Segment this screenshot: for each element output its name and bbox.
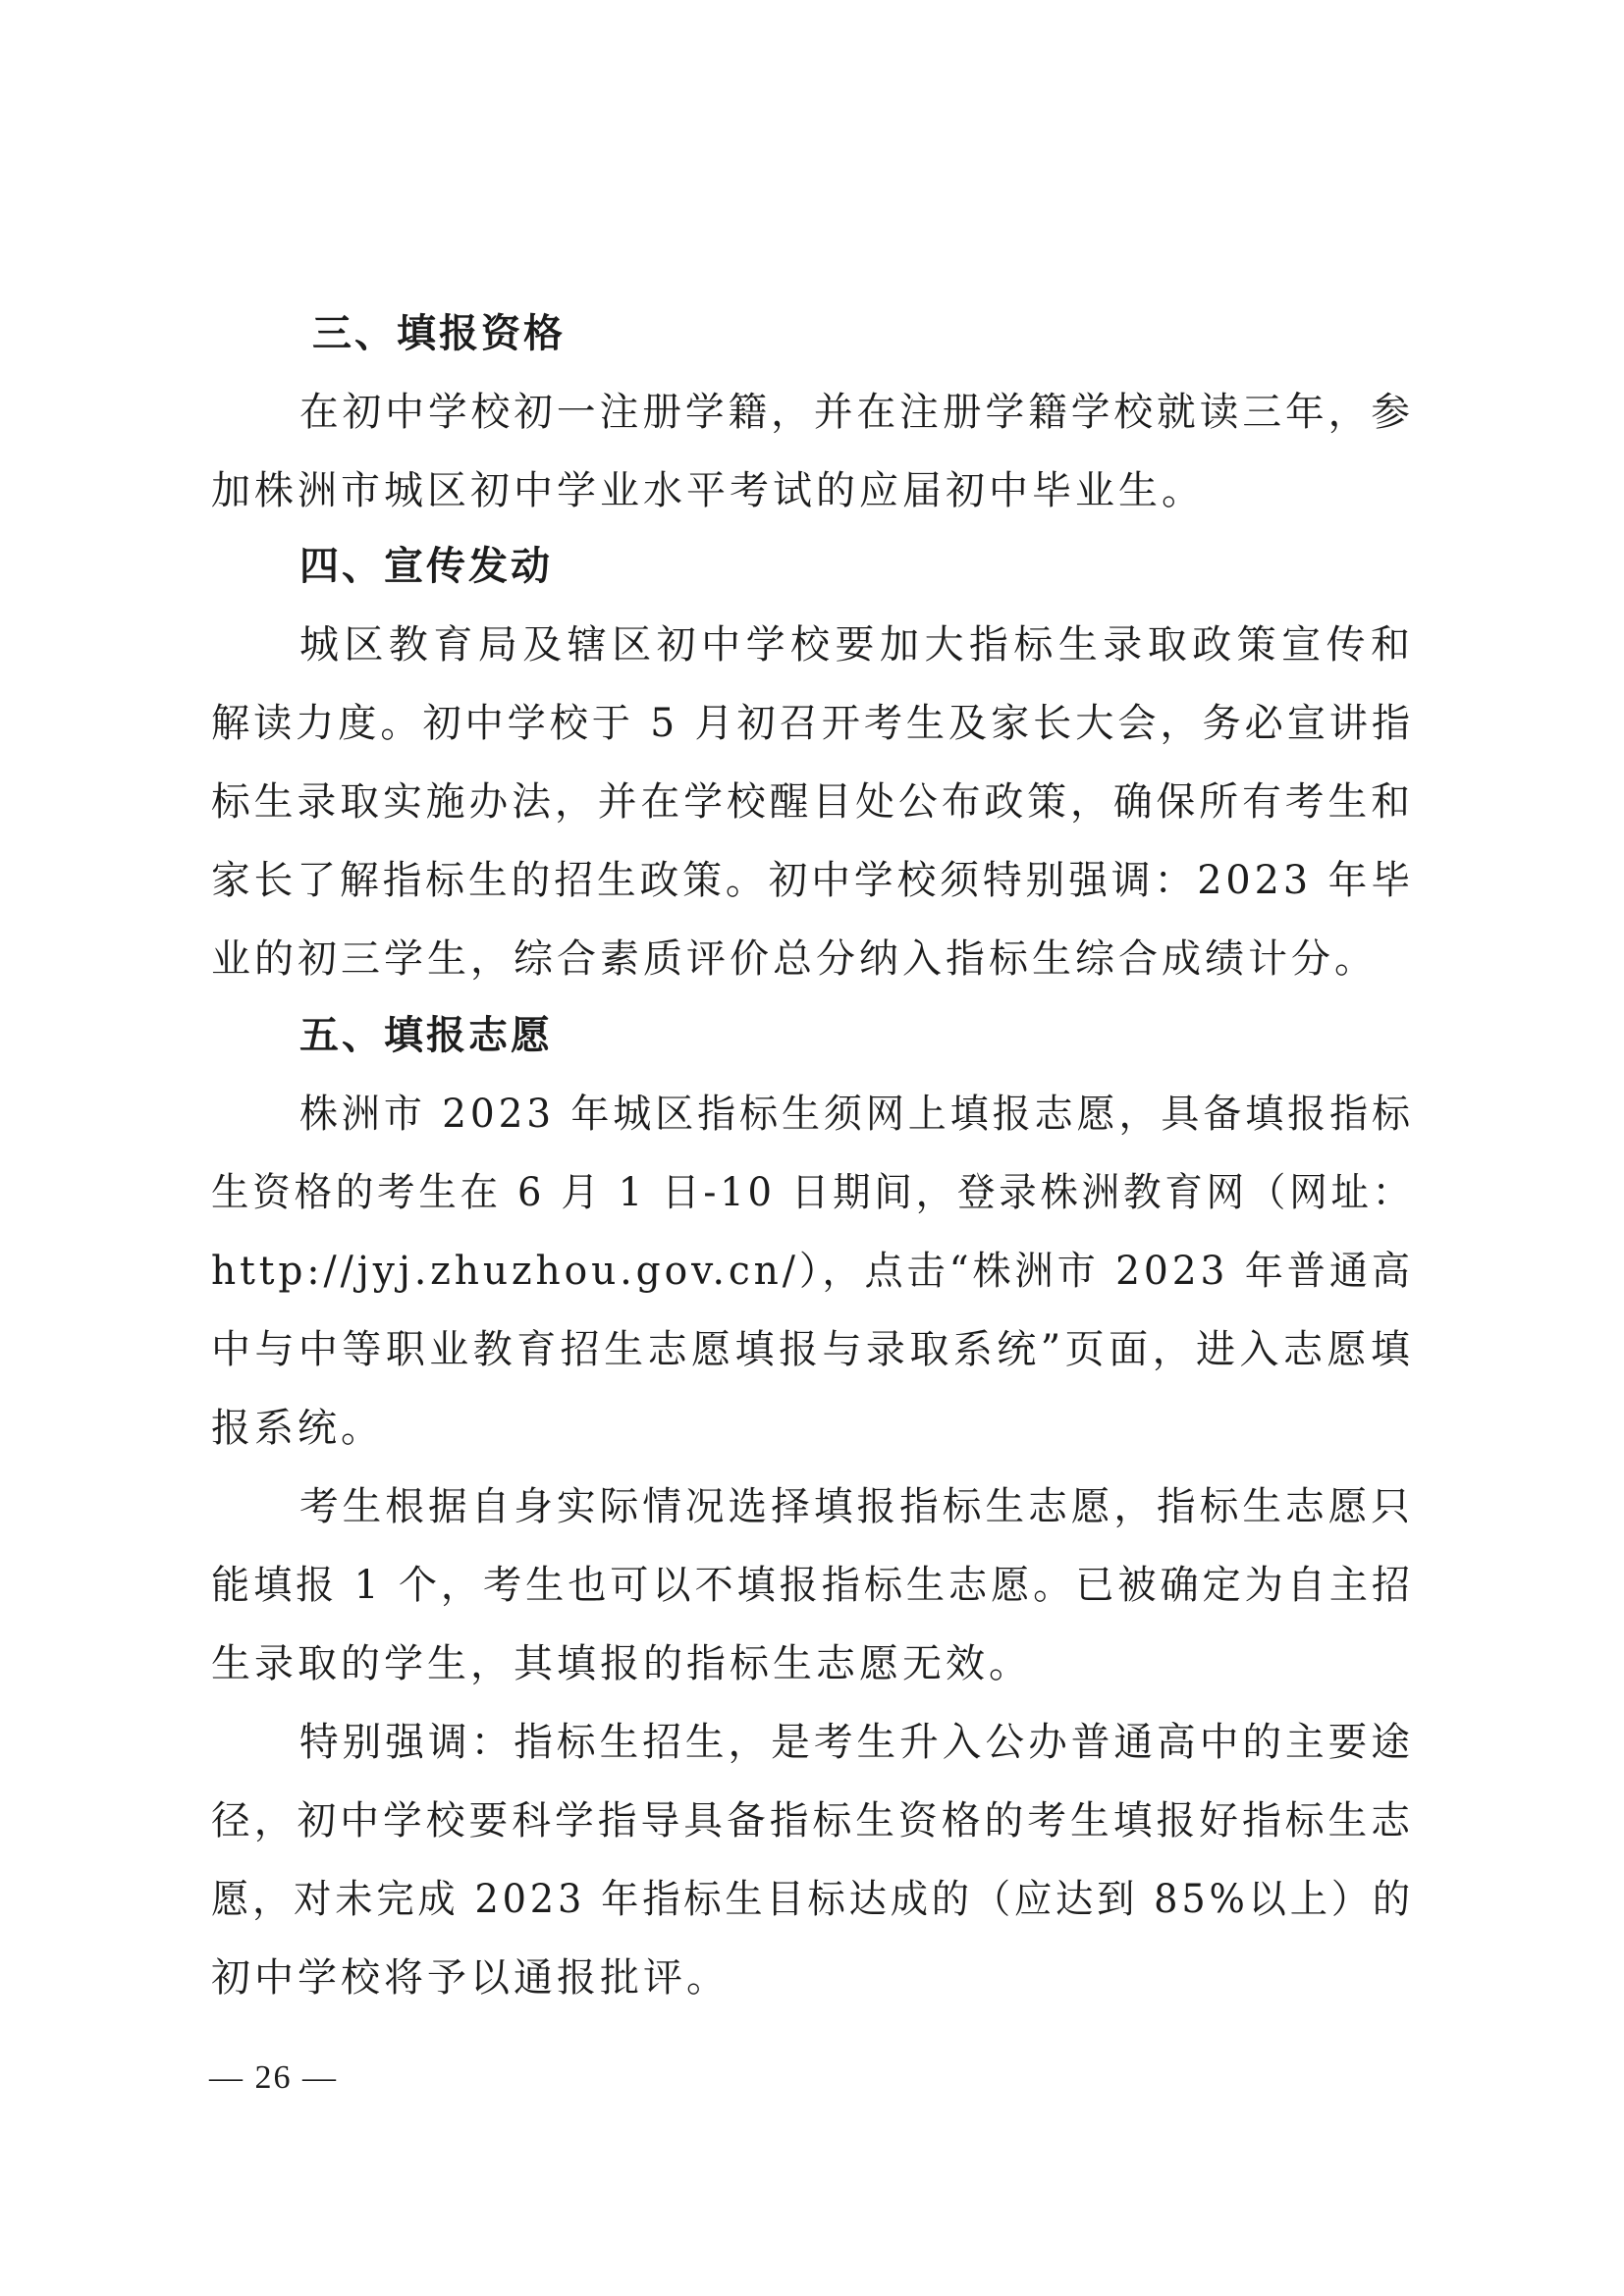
paragraph-line	[0, 1939, 1624, 2017]
body-text: http://jyj.zhuzhou.gov.cn/），点击“株洲市 2023 年普通高	[211, 1249, 1414, 1294]
paragraph-line	[0, 920, 1624, 998]
section-heading-volunteer	[0, 996, 1624, 1075]
page-number: — 26 —	[209, 2059, 338, 2096]
body-text: 株洲市 2023 年城区指标生须网上填报志愿，具备填报指标	[299, 1092, 1414, 1137]
heading-text: 五、填报志愿	[299, 1013, 553, 1058]
paragraph-line	[0, 763, 1624, 841]
body-text: 在初中学校初一注册学籍，并在注册学籍学校就读三年，参	[299, 390, 1414, 435]
paragraph-line	[0, 1389, 1624, 1468]
paragraph-line	[0, 1860, 1624, 1939]
section-heading-publicity	[0, 527, 1624, 606]
body-text: 生资格的考生在 6 月 1 日-10 日期间，登录株洲教育网（网址：	[211, 1170, 1415, 1215]
paragraph-line	[0, 1703, 1624, 1782]
paragraph-line	[0, 1625, 1624, 1703]
body-text: 解读力度。初中学校于 5 月初召开考生及家长大会，务必宣讲指	[211, 701, 1414, 746]
paragraph-line	[0, 841, 1624, 920]
paragraph-line	[0, 1153, 1624, 1232]
section-heading-qualification	[0, 294, 1624, 373]
heading-text: 四、宣传发动	[299, 544, 553, 589]
body-text: 报系统。	[211, 1406, 384, 1451]
body-text: 业的初三学生，综合素质评价总分纳入指标生综合成绩计分。	[211, 936, 1378, 982]
paragraph-line	[0, 606, 1624, 684]
paragraph-line	[0, 452, 1624, 530]
body-text: 径，初中学校要科学指导具备指标生资格的考生填报好指标生志	[211, 1798, 1414, 1843]
paragraph-line	[0, 1546, 1624, 1625]
body-text: 愿，对未完成 2023 年指标生目标达成的（应达到 85%以上）的	[211, 1877, 1415, 1922]
body-text: 特别强调：指标生招生，是考生升入公办普通高中的主要途	[299, 1720, 1414, 1765]
body-text: 考生根据自身实际情况选择填报指标生志愿，指标生志愿只	[299, 1484, 1414, 1529]
body-text: 生录取的学生，其填报的指标生志愿无效。	[211, 1641, 1032, 1686]
paragraph-line	[0, 684, 1624, 763]
paragraph-line	[0, 373, 1624, 452]
body-text: 城区教育局及辖区初中学校要加大指标生录取政策宣传和	[299, 622, 1416, 667]
heading-text: 三、填报资格	[312, 311, 566, 356]
body-text: 家长了解指标生的招生政策。初中学校须特别强调：2023 年毕	[211, 858, 1415, 903]
body-text: 能填报 1 个，考生也可以不填报指标生志愿。已被确定为自主招	[211, 1563, 1414, 1608]
paragraph-line	[0, 1782, 1624, 1860]
body-text: 加株洲市城区初中学业水平考试的应届初中毕业生。	[211, 468, 1205, 513]
paragraph-line	[0, 1075, 1624, 1153]
body-text: 初中学校将予以通报批评。	[211, 1955, 730, 2001]
paragraph-line	[0, 1310, 1624, 1389]
body-text: 中与中等职业教育招生志愿填报与录取系统”页面，进入志愿填	[211, 1327, 1415, 1372]
body-text: 标生录取实施办法，并在学校醒目处公布政策，确保所有考生和	[211, 779, 1414, 825]
paragraph-line-url	[0, 1232, 1624, 1310]
paragraph-line	[0, 1468, 1624, 1546]
